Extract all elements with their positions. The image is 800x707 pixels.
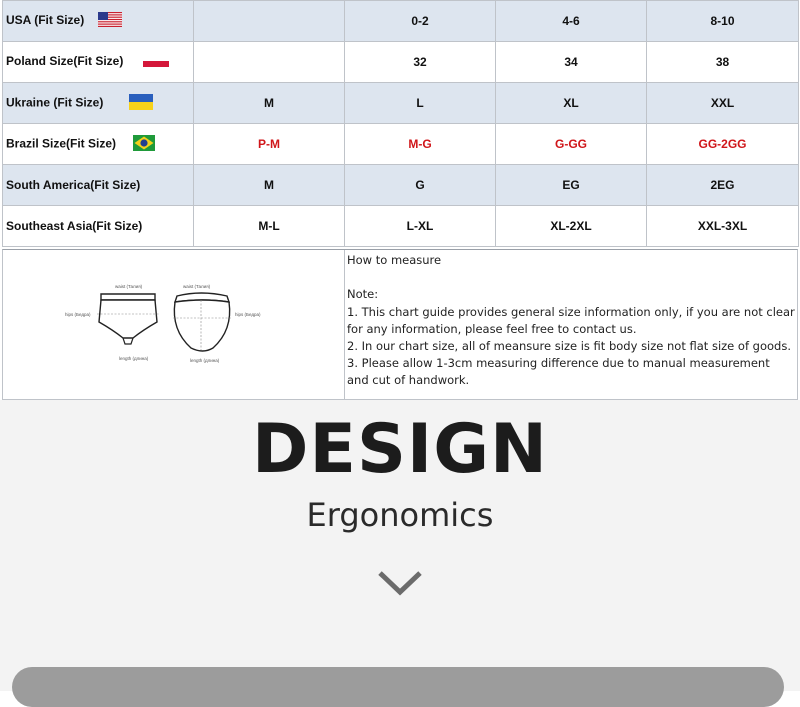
table-cell: 4-6: [496, 1, 647, 42]
table-row: [3, 83, 799, 124]
table-row: [3, 42, 799, 83]
table-cell: GG-2GG: [647, 124, 799, 165]
table-cell: M: [194, 83, 345, 124]
bottom-bar: [12, 667, 784, 707]
table-cell: 38: [647, 42, 799, 83]
measure-section: [2, 249, 798, 400]
design-banner: [0, 400, 800, 691]
waist-label-right: waist (Талия): [183, 284, 211, 289]
table-cell: XL-2XL: [496, 206, 647, 247]
row-label-ukraine: Ukraine (Fit Size): [3, 83, 194, 124]
row-label-usa: USA (Fit Size): [3, 1, 194, 42]
design-subtitle: Ergonomics: [306, 496, 494, 534]
table-cell: 32: [345, 42, 496, 83]
hips-label-left: hips (Бедра): [65, 312, 91, 317]
length-label-right: length (длина): [190, 358, 220, 363]
table-cell: L-XL: [345, 206, 496, 247]
note-label: Note:: [347, 287, 379, 302]
row-label-brazil: Brazil Size(Fit Size): [3, 124, 194, 165]
ukraine-flag-icon: [129, 94, 153, 113]
measure-notes: [347, 252, 795, 390]
table-cell: 0-2: [345, 1, 496, 42]
note-item: 1. This chart guide provides general size information only, if you are not clear for any information, please feel free to contact us.: [347, 304, 795, 336]
waist-label-left: waist (Талия): [115, 284, 143, 289]
table-cell: 8-10: [647, 1, 799, 42]
table-row: [3, 165, 799, 206]
chevron-down-icon: [377, 570, 423, 596]
table-cell: [194, 42, 345, 83]
table-row: [3, 124, 799, 165]
table-cell: [194, 1, 345, 42]
size-table: [2, 0, 799, 247]
table-cell: M: [194, 165, 345, 206]
table-cell: XXL: [647, 83, 799, 124]
table-cell: EG: [496, 165, 647, 206]
brazil-flag-icon: [133, 135, 155, 154]
table-row: [3, 206, 799, 247]
note-item: 2. In our chart size, all of meansure size is fit body size not flat size of goods.: [347, 339, 791, 354]
table-cell: XL: [496, 83, 647, 124]
length-label-left: length (длина): [119, 356, 149, 361]
usa-flag-icon: [98, 12, 122, 30]
table-cell: M-L: [194, 206, 345, 247]
section-divider: [344, 250, 345, 400]
design-title: DESIGN: [252, 410, 548, 489]
table-cell: G-GG: [496, 124, 647, 165]
row-label-poland: Poland Size(Fit Size): [3, 42, 194, 83]
row-label-south-america: South America(Fit Size): [3, 165, 194, 206]
table-cell: G: [345, 165, 496, 206]
table-cell: M-G: [345, 124, 496, 165]
poland-flag-icon: [143, 55, 169, 70]
table-row: [3, 1, 799, 42]
underwear-measurement-illustration: [53, 278, 293, 368]
notes-heading: How to measure: [347, 253, 442, 267]
table-cell: XXL-3XL: [647, 206, 799, 247]
row-label-southeast-asia: Southeast Asia(Fit Size): [3, 206, 194, 247]
table-cell: L: [345, 83, 496, 124]
table-cell: 2EG: [647, 165, 799, 206]
hips-label-right: hips (Бедра): [235, 312, 261, 317]
table-cell: P-M: [194, 124, 345, 165]
note-item: 3. Please allow 1-3cm measuring difference due to manual measurement and cut of handwork.: [347, 356, 770, 388]
table-cell: 34: [496, 42, 647, 83]
